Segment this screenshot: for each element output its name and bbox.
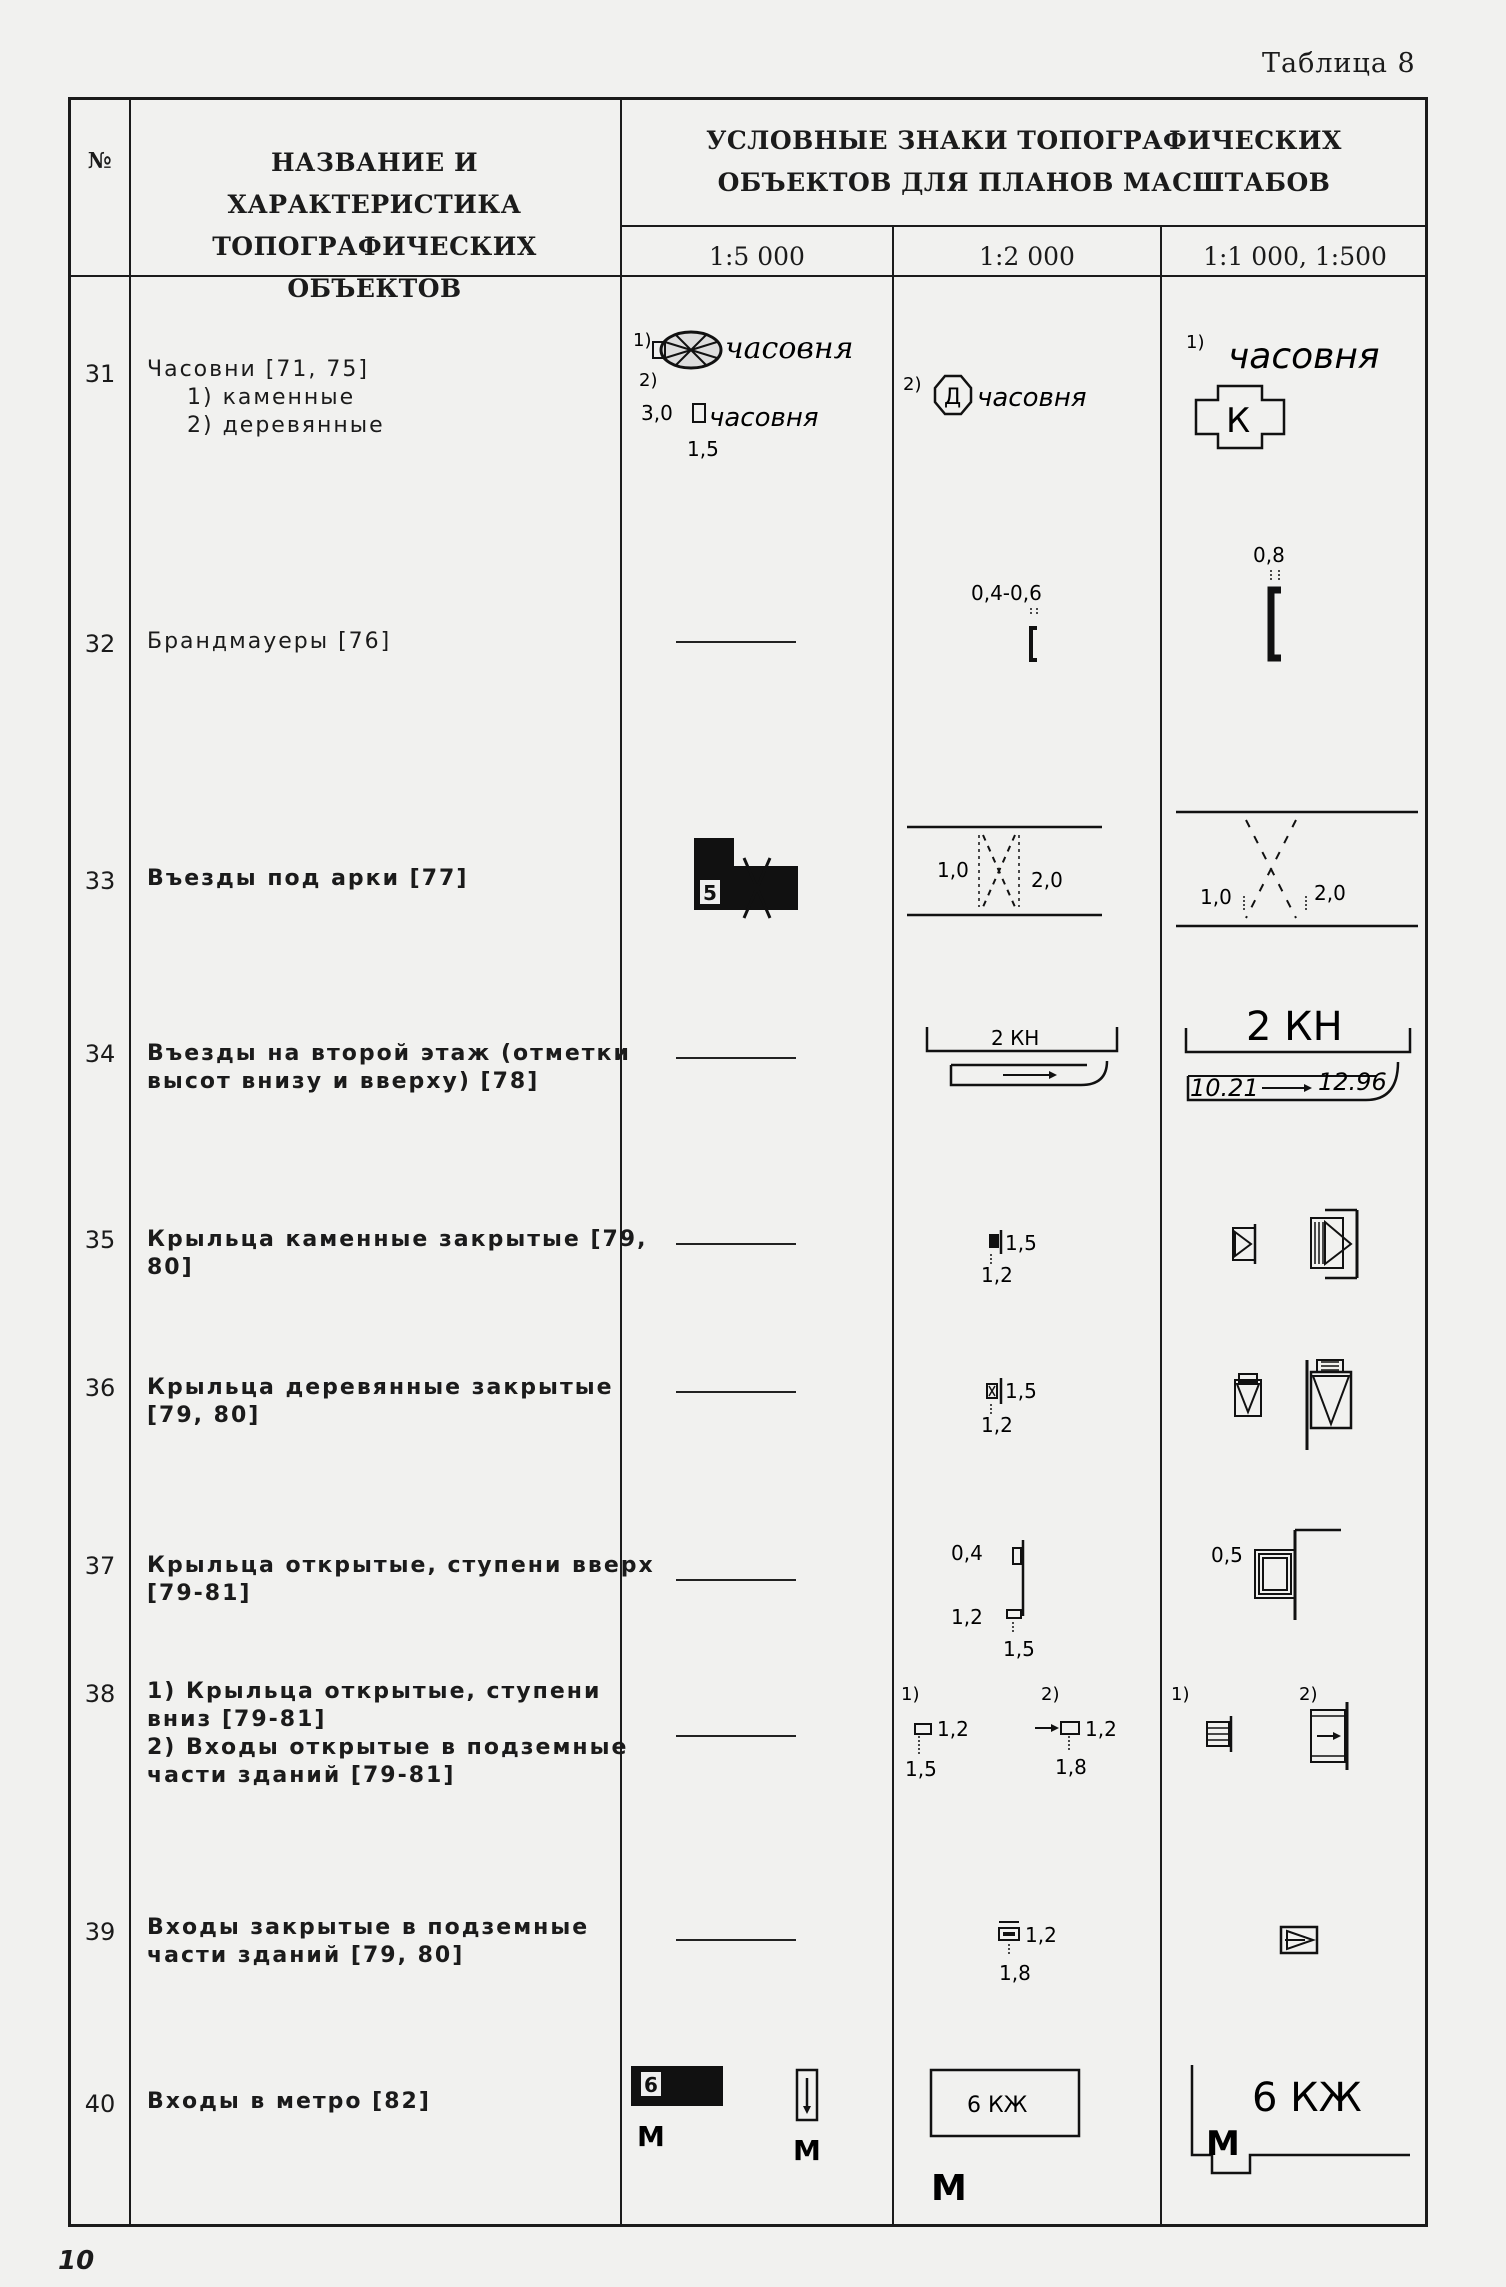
- no-symbol-dash: [676, 641, 796, 643]
- closed-underground-entry-2000-symbol: [991, 1912, 1111, 1992]
- svg-text:1,5: 1,5: [1005, 1231, 1037, 1255]
- svg-text:2): 2): [1041, 1684, 1060, 1705]
- svg-text:1,2: 1,2: [1085, 1717, 1117, 1741]
- svg-text:часовня: часовня: [725, 331, 854, 366]
- row-num: 32: [84, 630, 116, 658]
- svg-text:часовня: часовня: [709, 403, 819, 433]
- svg-text:1): 1): [1186, 332, 1205, 353]
- svg-text:2): 2): [639, 370, 658, 391]
- no-symbol-dash: [676, 1057, 796, 1059]
- svg-text:М: М: [1206, 2124, 1240, 2164]
- header-name: НАЗВАНИЕ И ХАРАКТЕРИСТИКА ТОПОГРАФИЧЕСКИХ ОБЪЕКТОВ: [212, 148, 537, 303]
- svg-text:0,8: 0,8: [1253, 543, 1285, 567]
- second-floor-entry-2000-symbol: [911, 1015, 1151, 1125]
- header-num: №: [87, 148, 113, 174]
- row-name: Брандмауеры [76]: [147, 629, 392, 654]
- svg-text:1,5: 1,5: [905, 1757, 937, 1781]
- row-name: 1) Крыльца открытые, ступени вниз [79-81] 2) Входы открытые в подземные части зданий [79-81]: [147, 1679, 629, 1788]
- svg-text:0,4: 0,4: [951, 1541, 983, 1565]
- row-name: Входы в метро [82]: [147, 2089, 431, 2114]
- no-symbol-dash: [676, 1243, 796, 1245]
- col-divider: [1160, 227, 1162, 2224]
- metro-entry-1000-symbol: [1166, 2055, 1428, 2205]
- svg-text:2 КН: 2 КН: [991, 1026, 1040, 1050]
- wooden-porch-1000-symbol: [1221, 1350, 1431, 1460]
- svg-text:1,0: 1,0: [1200, 885, 1232, 909]
- svg-text:Д: Д: [944, 385, 962, 410]
- svg-text:6 КЖ: 6 КЖ: [967, 2093, 1028, 2118]
- row-name: Крыльца деревянные закрытые [79, 80]: [147, 1375, 614, 1428]
- arch-2000-symbol: [897, 815, 1159, 935]
- svg-text:2,0: 2,0: [1314, 881, 1346, 905]
- page-number: 10: [58, 2246, 95, 2276]
- header-signs: УСЛОВНЫЕ ЗНАКИ ТОПОГРАФИЧЕСКИХ ОБЪЕКТОВ ДЛЯ ПЛАНОВ МАСШТАБОВ: [706, 126, 1342, 197]
- no-symbol-dash: [676, 1579, 796, 1581]
- svg-text:2 КН: 2 КН: [1246, 1004, 1343, 1050]
- svg-text:М: М: [793, 2134, 821, 2167]
- svg-text:часовня: часовня: [1228, 336, 1380, 377]
- chapel-2000-symbol: [901, 370, 1156, 430]
- metro-entry-5000-symbol: [627, 2060, 889, 2220]
- row-name: Въезды под арки [77]: [147, 866, 469, 891]
- svg-text:6 КЖ: 6 КЖ: [1252, 2075, 1362, 2121]
- legend-table: [68, 97, 1428, 2227]
- arch-1000-symbol: [1166, 800, 1428, 940]
- stone-porch-2000-symbol: [971, 1220, 1091, 1290]
- row-num: 37: [84, 1552, 116, 1580]
- open-porch-up-1000-symbol: [1211, 1520, 1411, 1640]
- svg-text:1,8: 1,8: [1055, 1755, 1087, 1779]
- svg-text:5: 5: [703, 881, 717, 905]
- row-name: Часовни [71, 75] 1) каменные 2) деревянные: [147, 357, 385, 438]
- metro-entry-2000-symbol: [901, 2060, 1156, 2230]
- svg-text:1,2: 1,2: [981, 1263, 1013, 1287]
- scale-2000: 1:2 000: [979, 242, 1075, 271]
- svg-text:М: М: [931, 2168, 967, 2209]
- closed-underground-entry-1000-symbol: [1271, 1915, 1351, 1975]
- svg-text:6: 6: [644, 2073, 658, 2097]
- svg-text:2): 2): [1299, 1684, 1318, 1705]
- no-symbol-dash: [676, 1735, 796, 1737]
- firewall-2000-symbol: [971, 580, 1101, 670]
- row-num: 36: [84, 1374, 116, 1402]
- row-num: 35: [84, 1226, 116, 1254]
- row-name: Крыльца каменные закрытые [79, 80]: [147, 1227, 648, 1280]
- svg-text:0,4-0,6: 0,4-0,6: [971, 581, 1042, 605]
- firewall-1000-symbol: [1241, 540, 1341, 680]
- svg-text:1,2: 1,2: [1025, 1923, 1057, 1947]
- svg-text:3,0: 3,0: [641, 401, 673, 425]
- svg-text:1,0: 1,0: [937, 858, 969, 882]
- svg-text:1,5: 1,5: [687, 437, 719, 460]
- chapel-1000-symbol: [1166, 330, 1428, 470]
- arch-5000-symbol: [686, 830, 826, 930]
- row-num: 33: [84, 867, 116, 895]
- table-caption: Таблица 8: [1262, 48, 1416, 79]
- scale-5000: 1:5 000: [709, 242, 805, 271]
- open-porch-down-1000-symbol: [1171, 1680, 1426, 1790]
- row-name: Входы закрытые в подземные части зданий [79, 80]: [147, 1915, 590, 1968]
- row-name: Крыльца открытые, ступени вверх [79-81]: [147, 1553, 655, 1606]
- row-num: 40: [84, 2090, 116, 2118]
- second-floor-entry-1000-symbol: [1166, 1000, 1428, 1140]
- wooden-porch-2000-symbol: [971, 1368, 1091, 1438]
- svg-text:1,5: 1,5: [1003, 1637, 1035, 1661]
- svg-text:2): 2): [903, 374, 922, 395]
- svg-text:1,2: 1,2: [981, 1413, 1013, 1437]
- row-num: 39: [84, 1918, 116, 1946]
- row-num: 34: [84, 1040, 116, 1068]
- svg-text:1): 1): [901, 1684, 920, 1705]
- row-num: 38: [84, 1680, 116, 1708]
- no-symbol-dash: [676, 1939, 796, 1941]
- svg-text:1,2: 1,2: [937, 1717, 969, 1741]
- open-porch-down-2000-symbol: [901, 1680, 1156, 1800]
- no-symbol-dash: [676, 1391, 796, 1393]
- svg-text:1,8: 1,8: [999, 1961, 1031, 1985]
- svg-text:1): 1): [633, 330, 652, 351]
- svg-text:0,5: 0,5: [1211, 1543, 1243, 1567]
- svg-text:1,5: 1,5: [1005, 1379, 1037, 1403]
- svg-text:1,2: 1,2: [951, 1605, 983, 1629]
- svg-text:К: К: [1226, 401, 1251, 441]
- svg-text:1): 1): [1171, 1684, 1190, 1705]
- scale-1000-500: 1:1 000, 1:500: [1203, 242, 1387, 271]
- stone-porch-1000-symbol: [1221, 1200, 1431, 1290]
- open-porch-up-2000-symbol: [951, 1530, 1091, 1680]
- col-divider: [129, 100, 131, 2224]
- row-num: 31: [84, 360, 116, 388]
- svg-text:2,0: 2,0: [1031, 868, 1063, 892]
- chapel-5000-symbol: [631, 320, 891, 460]
- svg-text:12.96: 12.96: [1318, 1068, 1387, 1096]
- svg-text:часовня: часовня: [977, 383, 1087, 413]
- col-divider: [892, 227, 894, 2224]
- svg-text:М: М: [637, 2120, 665, 2153]
- row-name: Въезды на второй этаж (отметки высот внизу и вверху) [78]: [147, 1041, 631, 1094]
- svg-text:10.21: 10.21: [1190, 1074, 1259, 1102]
